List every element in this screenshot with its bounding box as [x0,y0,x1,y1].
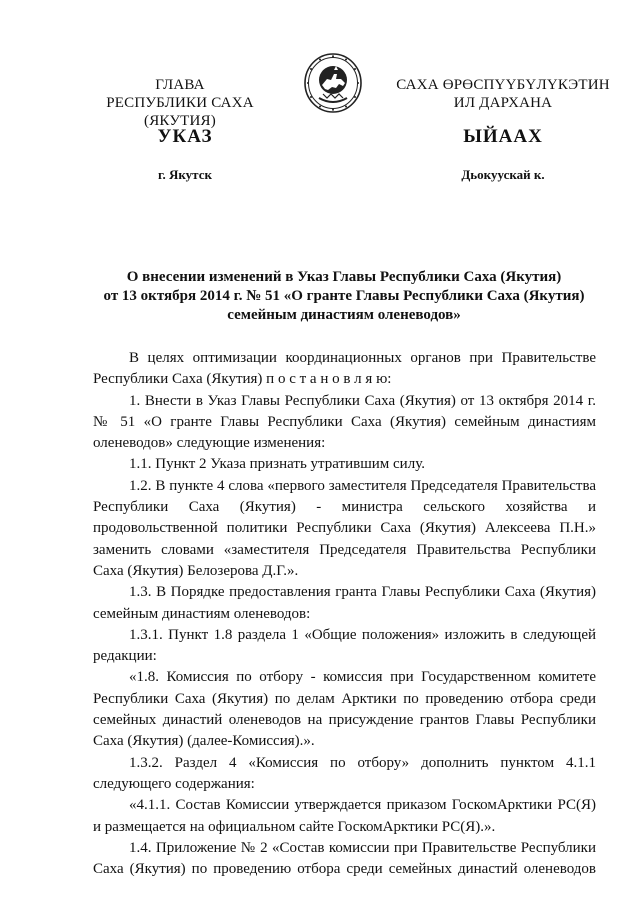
title-line: семейным династиям оленеводов» [227,307,461,323]
document-title [84,268,604,325]
header-right-line1: САХА ӨРӨСПҮҮБҮЛҮКЭТИН [396,77,610,93]
header-right [388,76,618,112]
header-right-line2: ИЛ ДАРХАНА [453,95,553,111]
header-left-line2: РЕСПУБЛИКИ САХА (ЯКУТИЯ) [106,95,254,129]
body-paragraph: 1.3.1. Пункт 1.8 раздела 1 «Общие положения» изложить в следующей редакции: [93,626,596,665]
body-paragraph: 1. Внести в Указ Главы Республики Саха (Якутия) от 13 октября 2014 г. № 51 «О гранте Главы Республики Саха (Якутия) семейным династиям оленеводов» следующие изменения: [93,392,596,452]
body-paragraph: 1.1. Пункт 2 Указа признать утратившим силу. [129,456,425,473]
doc-type-left: УКАЗ [157,126,213,147]
body-paragraph: 1.3. В Порядке предоставления гранта Главы Республики Саха (Якутия) семейным династиям оленеводов: [93,584,596,622]
doc-type-right: ЫЙААХ [463,126,543,147]
body-paragraph: «4.1.1. Состав Комиссии утверждается приказом ГоскомАрктики РС(Я) и размещается на официальном сайте ГоскомАрктики РС(Я).». [93,797,596,835]
place-left: г. Якутск [158,167,212,182]
header-left-line1: ГЛАВА [155,77,205,93]
body-paragraph: 1.2. В пункте 4 слова «первого заместителя Председателя Правительства Республики Саха (Якутия) - министра сельского хозяйства и продовольственной политики Республики Саха (Якутия) Алексеева П.Н.» заменить словами «заместителя Председателя Правительства Республики Саха (Якутия) Белозерова Д.Г.». [93,477,596,579]
body-paragraph: «1.8. Комиссия по отбору - комиссия при Государственном комитете Республики Саха (Якутия) по делам Арктики по проведению отбора среди семейных династий оленеводов на присуждение грантов Главы Республики Саха (Якутия) (далее-Комиссия).». [93,669,596,750]
body-paragraph: 1.4. Приложение № 2 «Состав комиссии при Правительстве Республики Саха (Якутия) по проведению отбора среди семейных династий оленеводов [93,839,596,878]
header-left [70,76,290,130]
place-right: Дьокуускай к. [461,167,545,182]
title-line: от 13 октября 2014 г. № 51 «О гранте Главы Республики Саха (Якутия) [103,288,585,304]
title-line: О внесении изменений в Указ Главы Республики Саха (Якутия) [126,269,562,285]
body-paragraph: В целях оптимизации координационных органов при Правительстве Республики Саха (Якутия) п о с т а н о в л я ю: [93,350,596,388]
sakha-coat-of-arms-emblem-icon [303,52,363,114]
document-body [93,348,596,880]
body-paragraph: 1.3.2. Раздел 4 «Комиссия по отбору» дополнить пунктом 4.1.1 следующего содержания: [93,754,596,792]
